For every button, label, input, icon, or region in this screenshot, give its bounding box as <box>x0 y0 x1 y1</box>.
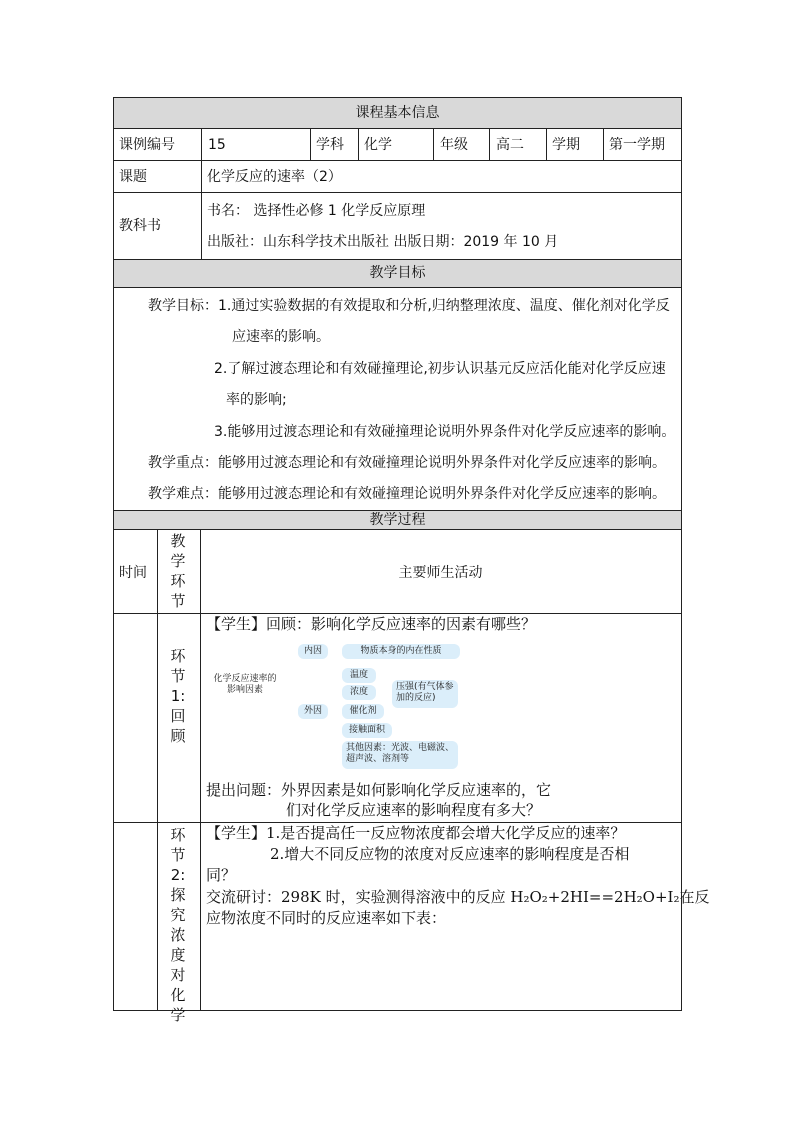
subject-value: 化学 <box>364 137 392 153</box>
term-value: 第一学期 <box>609 137 665 153</box>
col-time: 时间 <box>119 565 147 581</box>
stage-2-question-1: 【学生】1.是否提高任一反应物浓度都会增大化学反应的速率？ <box>206 824 626 842</box>
col-activity: 主要师生活动 <box>398 565 483 581</box>
case-number-label: 课例编号 <box>119 137 175 153</box>
goal-2-line-2: 率的影响; <box>226 392 287 408</box>
diagram-factor-catalyst: 催化剂 <box>342 704 384 719</box>
diagram-root: 化学反应速率的影响因素 <box>213 674 277 695</box>
diagram-factor-other: 其他因素：光波、电磁波、超声波、溶剂等 <box>342 741 458 769</box>
stage-1-student-line: 【学生】回顾：影响化学反应速率的因素有哪些？ <box>206 615 537 633</box>
diagram-factor-concentration: 浓度 <box>342 685 376 700</box>
basic-info-header: 课程基本信息 <box>355 105 440 121</box>
topic-value: 化学反应的速率（2） <box>207 169 342 185</box>
discussion-suffix: 在反 <box>679 888 710 906</box>
stage-1-question-line-1: 提出问题：外界因素是如何影响化学反应速率的，它 <box>206 781 552 799</box>
diagram-factor-surface: 接触面积 <box>342 723 392 738</box>
col-stage: 教学环节 <box>170 532 186 610</box>
stage-2-question-2-line-1: 2.增大不同反应物的浓度对反应速率的影响程度是否相 <box>270 845 630 863</box>
difficulty: 教学难点：能够用过渡态理论和有效碰撞理论说明外界条件对化学反应速率的影响。 <box>148 486 666 502</box>
grade-value: 高二 <box>496 137 524 153</box>
factors-diagram <box>206 640 476 775</box>
topic-label: 课题 <box>119 169 147 185</box>
key-point: 教学重点：能够用过渡态理论和有效碰撞理论说明外界条件对化学反应速率的影响。 <box>148 455 666 471</box>
diagram-internal: 内因 <box>298 644 328 659</box>
goal-2-line-1: 2.了解过渡态理论和有效碰撞理论,初步认识基元反应活化能对化学反应速 <box>214 361 666 377</box>
subject-label: 学科 <box>316 137 344 153</box>
goal-1-line-2: 应速率的影响。 <box>232 329 330 345</box>
textbook-title: 书名： 选择性必修 1 化学反应原理 <box>207 203 426 219</box>
reaction-equation: H₂O₂+2HI==2H₂O+I₂ <box>510 888 680 906</box>
textbook-publisher: 出版社：山东科学技术出版社 出版日期：2019 年 10 月 <box>207 234 559 250</box>
diagram-factor-pressure: 压强(有气体参加的反应) <box>392 680 458 708</box>
term-label: 学期 <box>552 137 580 153</box>
diagram-factor-temperature: 温度 <box>342 668 376 683</box>
stage-2-question-2-line-2: 同？ <box>206 866 237 884</box>
diagram-external: 外因 <box>298 704 328 719</box>
stage-2-discussion-line-2: 应物浓度不同时的反应速率如下表： <box>206 909 447 927</box>
case-number-value: 15 <box>208 137 226 153</box>
grade-label: 年级 <box>440 137 468 153</box>
stage-1-name: 环节1:回顾 <box>170 647 186 745</box>
diagram-internal-detail: 物质本身的内在性质 <box>342 644 460 659</box>
textbook-label: 教科书 <box>119 218 161 234</box>
stage-2-name: 环节2:探究浓度对化学 <box>170 826 186 1024</box>
stage-2-discussion-line-1 <box>206 888 710 906</box>
goal-3: 3.能够用过渡态理论和有效碰撞理论说明外界条件对化学反应速率的影响。 <box>214 424 676 440</box>
stage-1-question-line-2: 们对化学反应速率的影响程度有多大？ <box>286 801 542 819</box>
discussion-prefix: 交流研讨：298K 时，实验测得溶液中的反应 <box>206 888 511 906</box>
goal-1-line-1: 教学目标：1.通过实验数据的有效提取和分析,归纳整理浓度、温度、催化剂对化学反 <box>148 298 670 314</box>
goals-header: 教学目标 <box>369 265 426 281</box>
process-header: 教学过程 <box>369 512 426 528</box>
